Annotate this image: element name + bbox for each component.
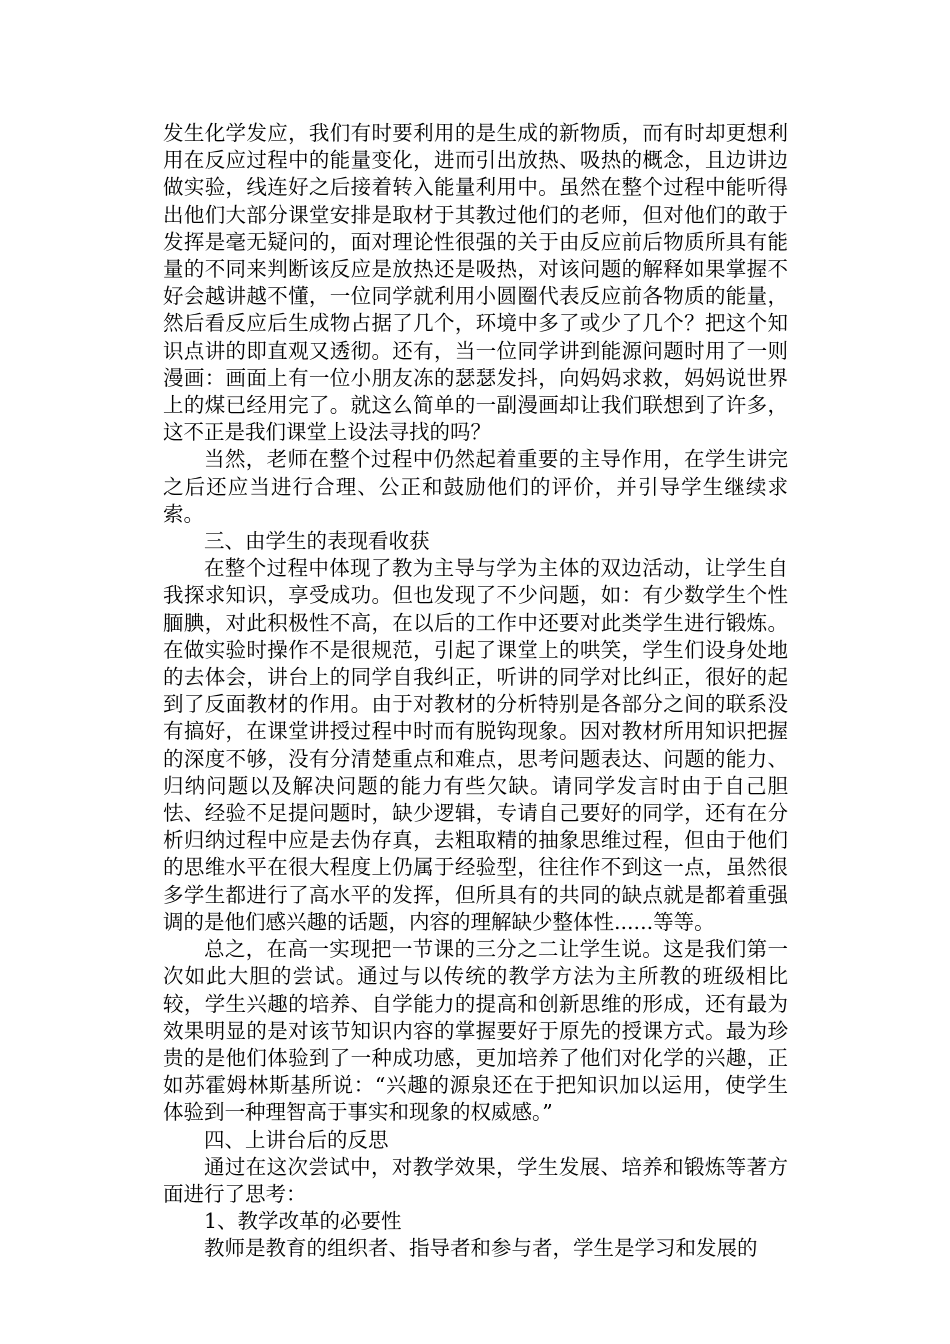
subheading-1: 1、教学改革的必要性 (204, 1209, 402, 1234)
paragraph-1: 发生化学发应，我们有时要利用的是生成的新物质，而有时却更想利用在反应过程中的能量变化，进而引出放热、吸热的概念，且边讲边做实验，线连好之后接着转入能量利用中。虽然在整个过程中能听得出他们大部分课堂安排是取材于其教过他们的老师，但对他们的敢于发挥是毫无疑问的，面对理论性很强的关于由反应前后物质所具有能量的不同来判断该反应是放热还是吸热，对该问题的解释如果掌握不好会越讲越不懂，一位同学就利用小圆圈代表反应前各物质的能量，然后看反应后生成物占据了几个，环境中多了或少了几个？把这个知识点讲的即直观又透彻。还有，当一位同学讲到能源问题时用了一则漫画：画面上有一位小朋友冻的瑟瑟发抖，向妈妈求救，妈妈说世界上的煤已经用完了。就这么简单的一副漫画却让我们联想到了许多，这不正是我们课堂上设法寻找的吗？ (163, 121, 788, 445)
section-heading-4: 四、上讲台后的反思 (204, 1127, 389, 1152)
paragraph-4: 在整个过程中体现了教为主导与学为主体的双边活动，让学生自我探求知识，享受成功。但也发现了不少问题，如：有少数学生个性腼腆，对此积极性不高，在以后的工作中还要对此类学生进行锻炼。在做实验时操作不是很规范，引起了课堂上的哄笑，学生们设身处地的去体会，讲台上的同学自我纠正，听讲的同学对比纠正，很好的起到了反面教材的作用。由于对教材的分析特别是各部分之间的联系没有搞好，在课堂讲授过程中时而有脱钩现象。因对教材所用知识把握的深度不够，没有分清楚重点和难点，思考问题表达、问题的能力、归纳问题以及解决问题的能力有些欠缺。请同学发言时由于自己胆怯、经验不足提问题时，缺少逻辑，专请自己要好的同学，还有在分析归纳过程中应是去伪存真，去粗取精的抽象思维过程，但由于他们的思维水平在很大程度上仍属于经验型，往往作不到这一点，虽然很多学生都进行了高水平的发挥，但所具有的共同的缺点就是都着重强调的是他们感兴趣的话题，内容的理解缺少整体性......等等。 (163, 556, 788, 934)
paragraph-9: 教师是教育的组织者、指导者和参与者，学生是学习和发展的 (204, 1236, 758, 1261)
paragraph-7: 通过在这次尝试中，对教学效果，学生发展、培养和锻炼等著方面进行了思考： (163, 1154, 788, 1206)
paragraph-2: 当然，老师在整个过程中仍然起着重要的主导作用，在学生讲完之后还应当进行合理、公正和鼓励他们的评价，并引导学生继续求索。 (163, 447, 788, 526)
section-heading-3: 三、由学生的表现看收获 (204, 529, 430, 554)
document-body (163, 120, 788, 1263)
paragraph-5: 总之，在高一实现把一节课的三分之二让学生说。这是我们第一次如此大胆的尝试。通过与以传统的教学方法为主所教的班级相比较，学生兴趣的培养、自学能力的提高和创新思维的形成，还有最为效果明显的是对该节知识内容的掌握要好于原先的授课方式。最为珍贵的是他们体验到了一种成功感，更加培养了他们对化学的兴趣，正如苏霍姆林斯基所说：“兴趣的源泉还在于把知识加以运用，使学生体验到一种理智高于事实和现象的权威感。” (163, 937, 788, 1125)
